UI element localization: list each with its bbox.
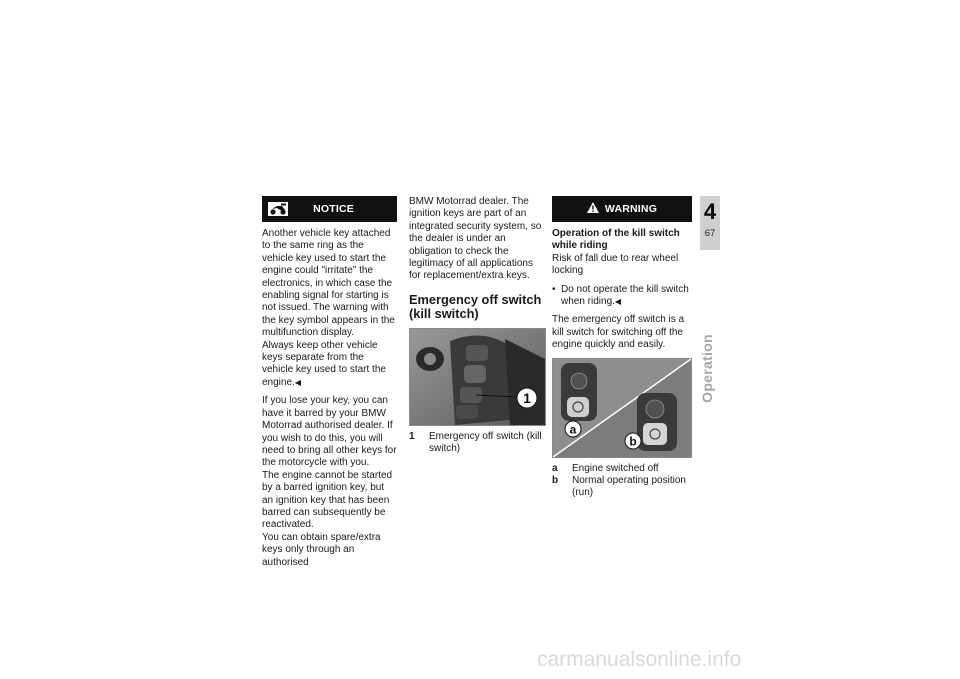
callout-b: b — [629, 434, 637, 449]
warning-risk: Risk of fall due to rear wheel locking — [552, 252, 679, 277]
kill-switch-heading: Emergency off switch (kill switch) — [409, 291, 542, 322]
kill-switch-callout-1: 1 — [523, 390, 531, 407]
section-label: Operation — [699, 334, 715, 403]
warning-bullet — [552, 284, 692, 309]
notice-column — [262, 196, 397, 575]
kill-switch-caption — [409, 431, 544, 456]
end-marker-icon: ◀ — [294, 377, 301, 387]
kill-switch-caption-key: 1 — [409, 431, 415, 443]
lost-key-paragraph-3: You can obtain spare/extra keys only through an authorised — [262, 531, 381, 568]
lost-key-paragraph-3-continued: BMW Motorrad dealer. The ignition keys are part of an integrated security system, so the dealer is under an obligation to check the legitimacy of all applications for replacement/extra keys. — [409, 196, 542, 282]
warning-triangle-icon — [587, 202, 599, 216]
legend-item-b — [552, 475, 692, 500]
warning-label: WARNING — [604, 202, 658, 215]
lost-key-paragraph-1: If you lose your key, you can have it barred by your BMW Motorrad authorised dealer. If you wish to do this, you will need to bring all other keys for the motorcycle with you. — [262, 395, 397, 469]
warning-banner — [552, 196, 692, 222]
notice-motorcycle-icon — [268, 202, 288, 219]
legend-text: Engine switched off — [572, 462, 659, 474]
kill-switch-photo — [409, 328, 546, 426]
legend-key: a — [552, 462, 558, 474]
end-marker-icon: ◀ — [614, 297, 622, 307]
chapter-tab — [700, 196, 720, 250]
callout-a: a — [569, 422, 577, 437]
legend-item-a — [552, 463, 692, 475]
warning-bullet-text: Do not operate the kill switch when riding. — [561, 283, 689, 308]
notice-label: NOTICE — [313, 202, 354, 215]
bullet-dot-icon: • — [552, 283, 556, 295]
warning-description: The emergency off switch is a kill switch for switching off the engine quickly and easily. — [552, 314, 685, 351]
chapter-number: 4 — [703, 199, 717, 224]
kill-switch-positions-photo — [552, 358, 692, 458]
kill-switch-column — [409, 196, 544, 456]
lost-key-paragraph-2: The engine cannot be started by a barred ignition key, but an ignition key that has been barred can subsequently be reactivated. — [262, 469, 393, 531]
kill-switch-caption-text: Emergency off switch (kill switch) — [429, 431, 542, 455]
watermark: carmanualsonline.info — [537, 648, 742, 671]
notice-body-2: Always keep other vehicle keys separate from the vehicle key used to start the engine. — [262, 339, 386, 388]
page-number: 67 — [704, 228, 716, 239]
warning-title: Operation of the kill switch while riding — [552, 228, 680, 252]
legend-text: Normal operating position (run) — [572, 475, 686, 499]
warning-column — [552, 196, 692, 500]
notice-body: Another vehicle key attached to the same ring as the vehicle key used to start the engine could "irritate" the electronics, in which case the enabling signal for starting is not issued. The warning with the key symbol appears in the multifunction display. — [262, 228, 395, 339]
legend-key: b — [552, 475, 559, 487]
notice-banner — [262, 196, 397, 222]
